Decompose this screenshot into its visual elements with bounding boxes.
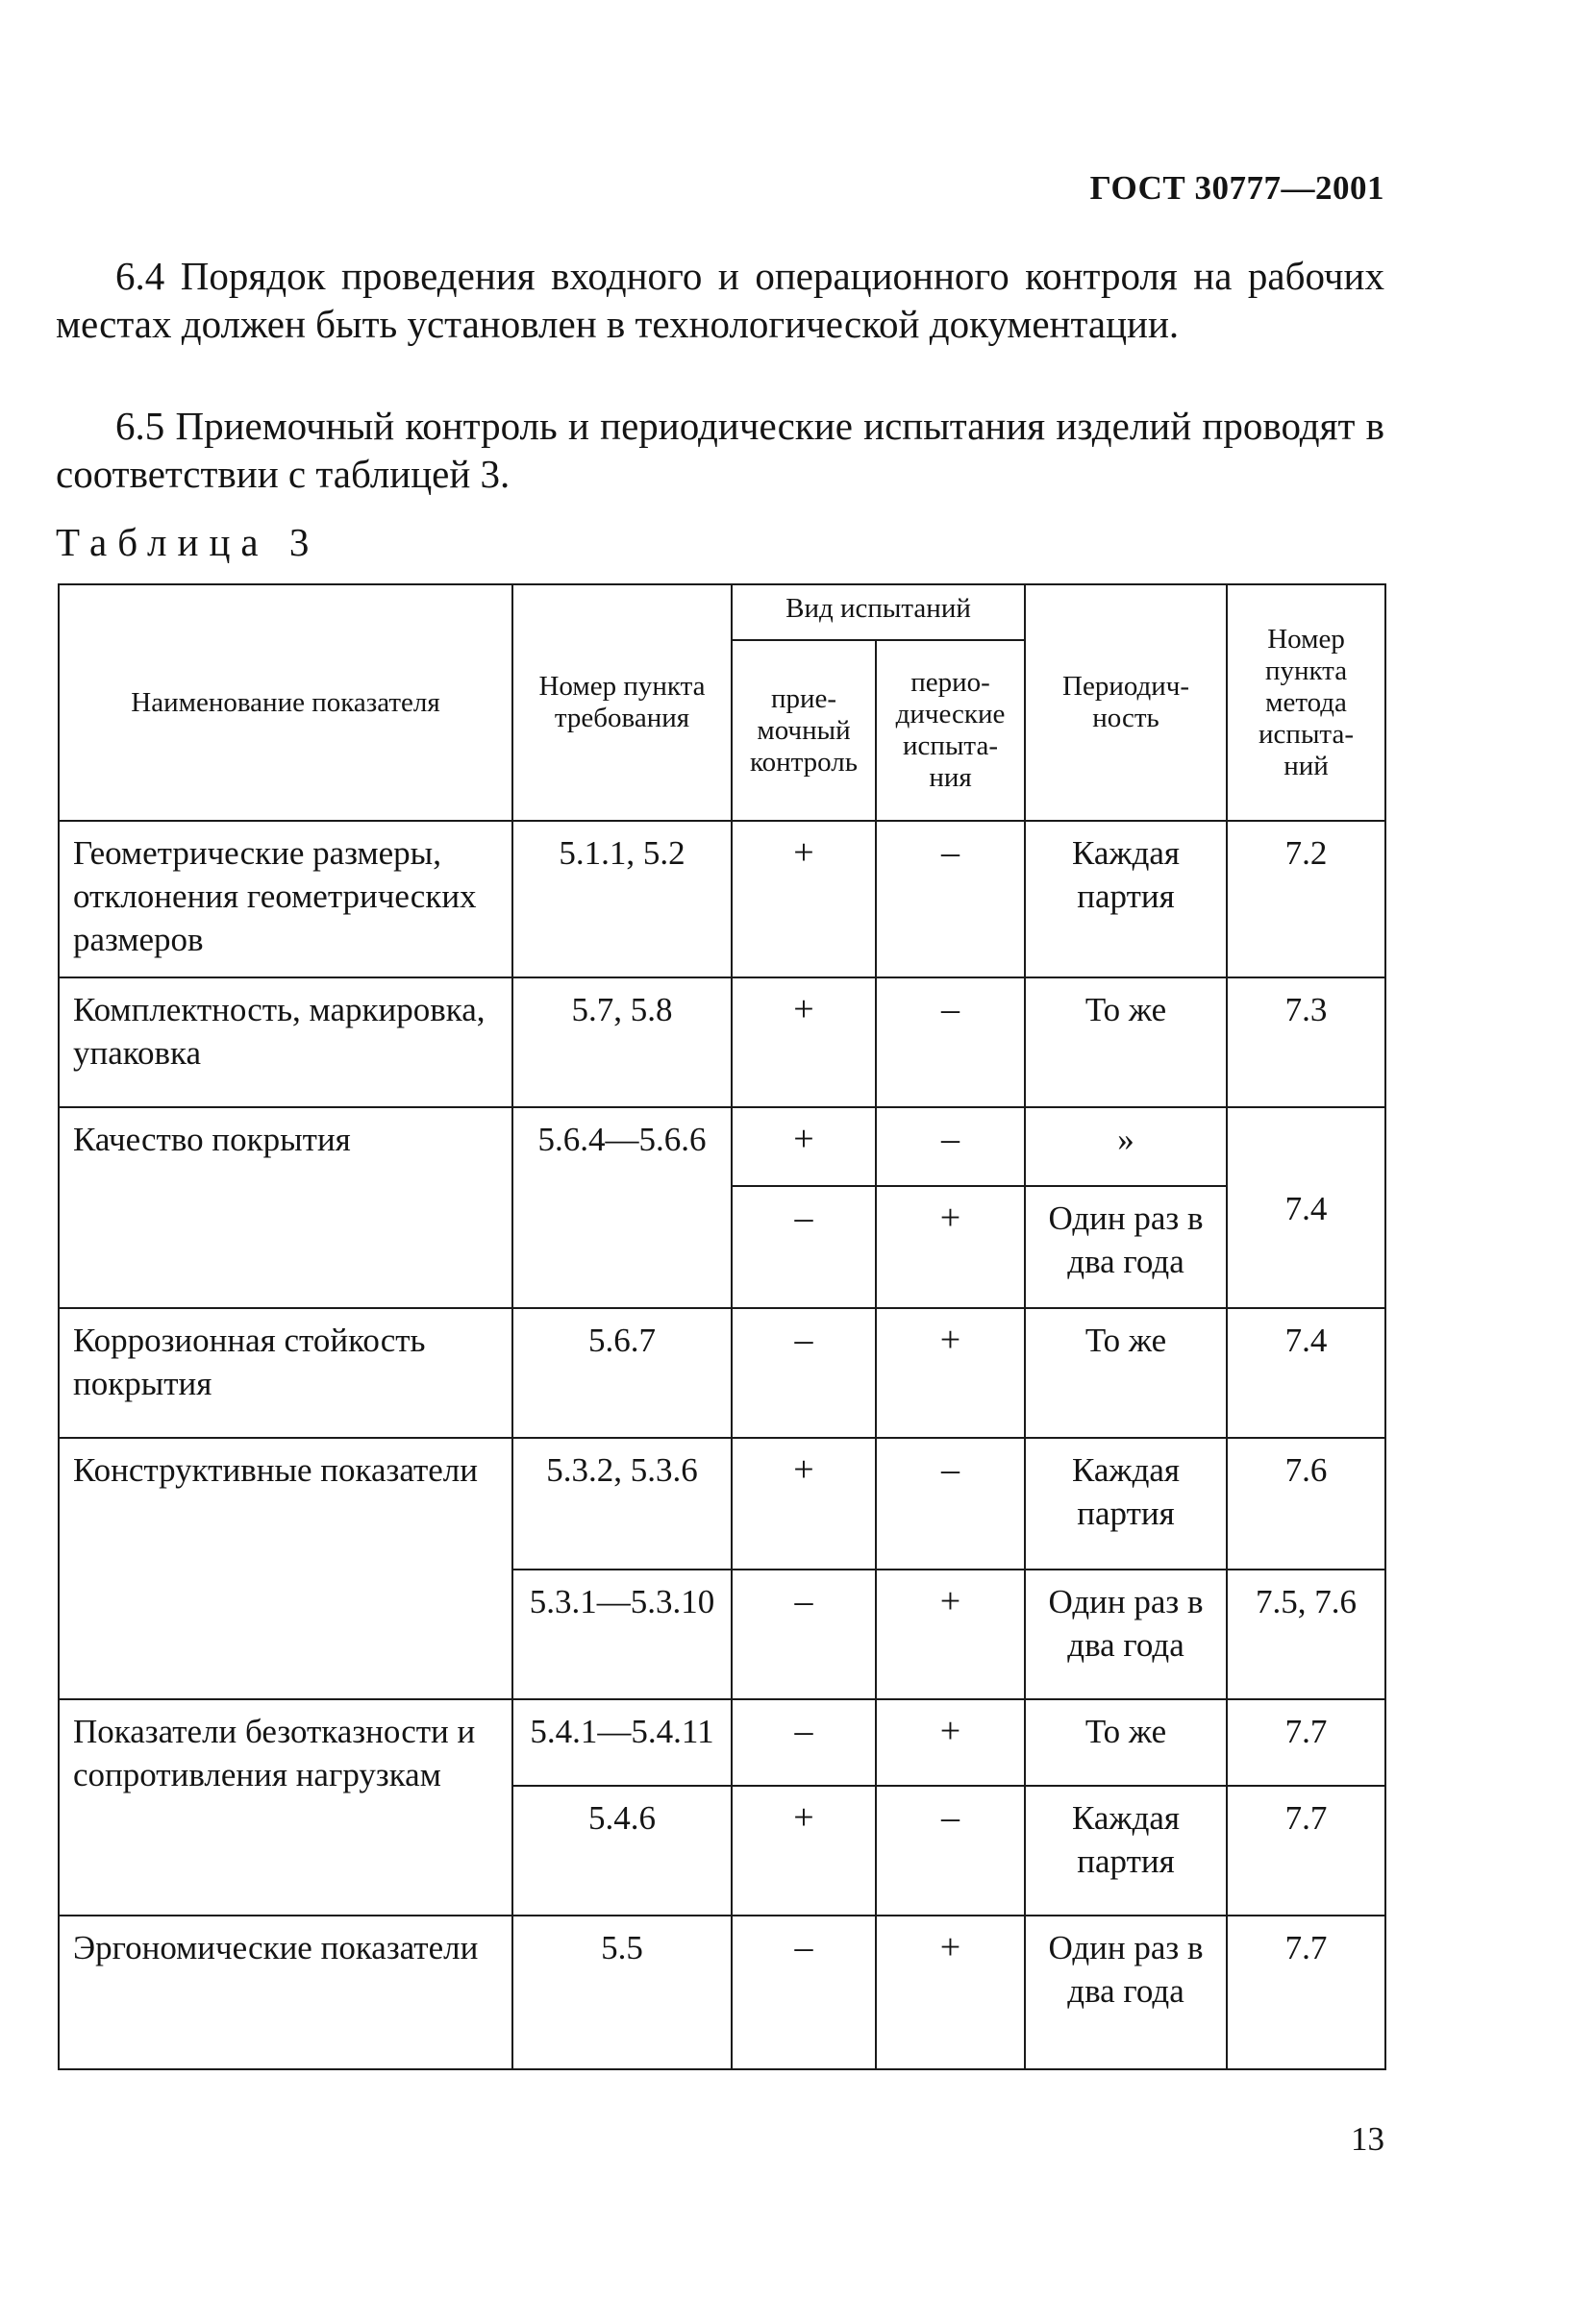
header-requirement: Номер пункта требования xyxy=(512,584,732,821)
document-code: ГОСТ 30777—2001 xyxy=(1089,169,1384,207)
cell-acceptance: + xyxy=(732,1786,876,1916)
cell-indicator-name: Эргономические показатели xyxy=(59,1916,512,2069)
cell-periodicity: То же xyxy=(1025,1308,1227,1438)
cell-acceptance: – xyxy=(732,1186,876,1308)
cell-periodic: – xyxy=(876,1107,1025,1186)
cell-requirement: 5.4.6 xyxy=(512,1786,732,1916)
cell-method: 7.4 xyxy=(1227,1107,1385,1308)
cell-acceptance: – xyxy=(732,1916,876,2069)
table-3 xyxy=(58,583,1386,2070)
header-test-type: Вид испытаний xyxy=(732,584,1025,640)
header-method: Номер пункта метода испыта- ний xyxy=(1227,584,1385,821)
cell-acceptance: + xyxy=(732,977,876,1107)
cell-periodicity: То же xyxy=(1025,1699,1227,1786)
cell-requirement: 5.1.1, 5.2 xyxy=(512,821,732,977)
header-name: Наименование показателя xyxy=(59,584,512,821)
table-body xyxy=(59,821,1385,2069)
cell-periodic: + xyxy=(876,1308,1025,1438)
cell-method: 7.4 xyxy=(1227,1308,1385,1438)
cell-acceptance: + xyxy=(732,1107,876,1186)
paragraph-6-4: 6.4 Порядок проведения входного и операционного контроля на рабочих местах должен быть установлен в технологической документации. xyxy=(56,254,1384,346)
cell-method: 7.5, 7.6 xyxy=(1227,1570,1385,1699)
cell-periodicity: Один раз в два года xyxy=(1025,1570,1227,1699)
cell-periodicity: Один раз в два года xyxy=(1025,1186,1227,1308)
cell-periodic: – xyxy=(876,1438,1025,1570)
cell-requirement: 5.6.7 xyxy=(512,1308,732,1438)
table-row xyxy=(59,977,1385,1107)
cell-acceptance: – xyxy=(732,1570,876,1699)
cell-periodicity: Один раз в два года xyxy=(1025,1916,1227,2069)
cell-periodic: + xyxy=(876,1916,1025,2069)
cell-method: 7.7 xyxy=(1227,1699,1385,1786)
cell-requirement: 5.3.1—5.3.10 xyxy=(512,1570,732,1699)
header-periodicity: Периодич- ность xyxy=(1025,584,1227,821)
cell-requirement: 5.5 xyxy=(512,1916,732,2069)
cell-requirement: 5.6.4—5.6.6 xyxy=(512,1107,732,1308)
cell-indicator-name: Геометрические размеры, отклонения геометрических размеров xyxy=(59,821,512,977)
table-row xyxy=(59,1438,1385,1570)
header-periodic-tests: перио- дические испыта- ния xyxy=(876,640,1025,821)
cell-requirement: 5.4.1—5.4.11 xyxy=(512,1699,732,1786)
cell-requirement: 5.7, 5.8 xyxy=(512,977,732,1107)
cell-acceptance: – xyxy=(732,1699,876,1786)
cell-indicator-name: Качество покрытия xyxy=(59,1107,512,1308)
header-acceptance-control: прие- мочный контроль xyxy=(732,640,876,821)
cell-acceptance: + xyxy=(732,821,876,977)
cell-periodic: + xyxy=(876,1699,1025,1786)
cell-periodicity: Каждая партия xyxy=(1025,1438,1227,1570)
cell-periodic: – xyxy=(876,1786,1025,1916)
cell-periodic: + xyxy=(876,1570,1025,1699)
cell-method: 7.7 xyxy=(1227,1916,1385,2069)
cell-indicator-name: Коррозионная стойкость покрытия xyxy=(59,1308,512,1438)
table-header xyxy=(59,584,1385,821)
table-3-container xyxy=(58,583,1386,2070)
cell-requirement: 5.3.2, 5.3.6 xyxy=(512,1438,732,1570)
cell-acceptance: + xyxy=(732,1438,876,1570)
cell-method: 7.3 xyxy=(1227,977,1385,1107)
cell-periodicity: Каждая партия xyxy=(1025,1786,1227,1916)
cell-acceptance: – xyxy=(732,1308,876,1438)
cell-method: 7.6 xyxy=(1227,1438,1385,1570)
table-caption: Таблица 3 xyxy=(56,520,320,564)
cell-periodic: + xyxy=(876,1186,1025,1308)
cell-method: 7.7 xyxy=(1227,1786,1385,1916)
cell-periodicity: То же xyxy=(1025,977,1227,1107)
table-row xyxy=(59,1308,1385,1438)
table-row xyxy=(59,821,1385,977)
paragraph-6-5: 6.5 Приемочный контроль и периодические испытания изделий проводят в соответствии с таблицей 3. xyxy=(56,404,1384,496)
cell-indicator-name: Показатели безотказности и сопротивления нагрузкам xyxy=(59,1699,512,1916)
table-row xyxy=(59,1107,1385,1186)
cell-method: 7.2 xyxy=(1227,821,1385,977)
page-number: 13 xyxy=(1351,2120,1384,2158)
cell-indicator-name: Конструктивные показатели xyxy=(59,1438,512,1699)
cell-periodicity: » xyxy=(1025,1107,1227,1186)
table-row xyxy=(59,1699,1385,1786)
cell-periodic: – xyxy=(876,977,1025,1107)
cell-indicator-name: Комплектность, маркировка, упаковка xyxy=(59,977,512,1107)
cell-periodicity: Каждая партия xyxy=(1025,821,1227,977)
cell-periodic: – xyxy=(876,821,1025,977)
table-row xyxy=(59,1916,1385,2069)
